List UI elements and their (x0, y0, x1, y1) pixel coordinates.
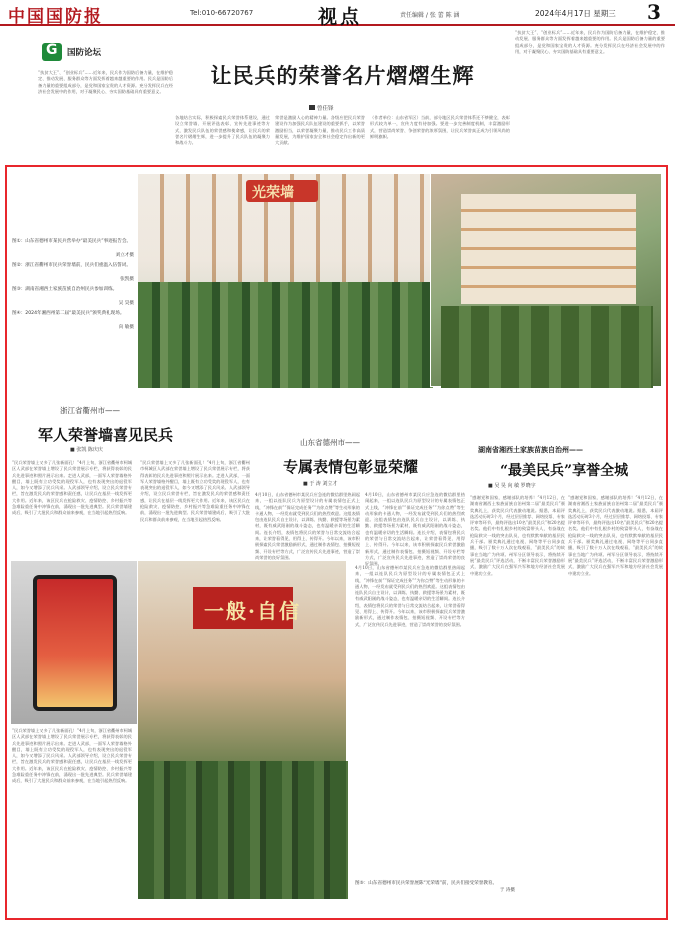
story1-dateline: 浙江省衢州市—— (60, 406, 120, 415)
newspaper-logo: 中国国防报 (8, 7, 103, 27)
story2-body-b: 4月10日，山东省德州市某民兵应急连的微信群里热闹起来，一组以连队民兵为原型设计的专属表情包正式上线，“冲锋在前”“保证完成任务”“为你点赞”等生动形象的卡通人物，一经发布就受到民兵们的热烈欢迎。这组表情包由连队民兵自主设计，以训练、执勤、救援等场景为素材，既有威武阳刚的战斗姿态，也有温暖亲切的生活瞬间。连长介绍，表情包将民兵的荣誉与日常交流结合起来，让荣誉看得见、用得上、传得开。今年以来，该市积极探索民兵荣誉激励新形式，通过制作表情包、拍摄短视频、开设专栏等方式，广泛宣传民兵先进事迹，营造了崇尚荣誉的良好氛围。 (365, 492, 465, 567)
story2-byline: ■ 于 涛 刘立才 (303, 481, 338, 487)
masthead (0, 0, 675, 26)
issue-date: 2024年4月17日 星期三 (535, 9, 616, 18)
story3-headline: “最美民兵”享誉全城 (500, 463, 629, 479)
caption-1: 图①：山东省德州市某民兵营举办“最美民兵”事迹报告会。 (12, 239, 132, 244)
caption-3-credit: 吴 昊摄 (118, 301, 134, 306)
story1-body-b: “民兵荣誉墙上又多了几张新面孔！”4月上旬，浙江省衢州市柯城区人武部在荣誉墙上增设了民兵荣誉展示专栏，将获得表彰的民兵先进事迹和照片展示出来。走进人武部，一面军人荣誉墙格外醒目，墙上既有立功受奖的现役军人，也有表现突出的退役军人，如今又增添了民兵风采。人武部领导介绍，设立民兵荣誉专栏，旨在激发民兵的荣誉感和责任感，让民兵在基层一线发挥更大作用。近年来，该区民兵在抢险救灾、疫情防控、乡村振兴等急难险重任务中冲锋在前，涌现出一批先进典型。民兵荣誉墙建成后，吸引了大批民兵和群众前来参观，在当地引起热烈反响。 (140, 460, 250, 522)
photo-phone-emoji (10, 560, 138, 725)
photo-honor-wall (137, 173, 432, 387)
photo-training (430, 173, 662, 387)
story3-body-b: “感谢党和国家，感谢部队的培养！”4月12日，在湖南省湘西土家族苗族自治州第二届“最美民兵”颁奖典礼上，获奖民兵代表激动地说。据悉，本届评选活动历时3个月，经过层层推荐、网络投票、专家评审等环节，最终评选出10名“最美民兵”和20名提名奖。他们中有扎根乡村的致富带头人，有奋战在抢险救灾一线的突击队员，也有默默奉献的基层民兵干部。颁奖典礼通过电视、网络等平台同步直播，吸引了数十万人次在线观看，“最美民兵”的故事在当地广为传颂。州军分区领导表示，将持续开展“最美民兵”评选活动，不断丰富民兵荣誉激励形式，激励广大民兵在强军兴军和地方经济社会发展中建功立业。 (568, 495, 663, 576)
story1-byline: ■ 张凯 陈庆庆 (70, 447, 103, 453)
top-story-byline: 曾佳锋 (317, 106, 334, 112)
top-story-col2: 各地结合实际，积极探索民兵荣誉体系建设，通过设立荣誉墙、开展评选表彰、宣传先进事迹等方式，激发民兵队伍的荣誉感和使命感，让民兵的荣誉名片熠熠生辉，进一步提升了民兵队伍的凝聚力和战斗力。 (175, 115, 270, 146)
caption-4: 图④：2024年湘西州第二届“最美民兵”颁奖典礼现场。 (12, 311, 125, 316)
caption-4-credit: 向 敏摄 (118, 325, 134, 330)
story2-headline: 专属表情包彰显荣耀 (283, 458, 419, 476)
top-story-col5: “扶贫大王”、“创业标兵”……近年来，民兵作为国防后备力量，在维护稳定、推动发展、服务群众等方面发挥着越来越重要的作用。民兵是国防后备力量的重要组成部分，是党和国家宝贵的人才资源。充分发挥民兵在经济社会发展中的作用，对于凝聚民心、夯实国防基础具有重要意义。 (515, 30, 665, 54)
top-story-headline: 让民兵的荣誉名片熠熠生辉 (210, 63, 475, 88)
ceremony-banner-text: 一般·自信 (204, 599, 301, 623)
phone-number: Tel:010-66720767 (190, 9, 254, 17)
caption-5: 图⑤：山东省德州市民兵荣誉展陈“光荣墙”前，民兵们接受荣誉教育。 (355, 881, 498, 886)
story1-body-c: “民兵荣誉墙上又多了几张新面孔！”4月上旬，浙江省衢州市柯城区人武部在荣誉墙上增设了民兵荣誉展示专栏，将获得表彰的民兵先进事迹和照片展示出来。走进人武部，一面军人荣誉墙格外醒目，墙上既有立功受奖的现役军人，也有表现突出的退役军人，如今又增添了民兵风采。人武部领导介绍，设立民兵荣誉专栏，旨在激发民兵的荣誉感和责任感，让民兵在基层一线发挥更大作用。近年来，该区民兵在抢险救灾、疫情防控、乡村振兴等急难险重任务中冲锋在前，涌现出一批先进典型。民兵荣誉墙建成后，吸引了大批民兵和群众前来参观，在当地引起热烈反响。 (12, 728, 133, 784)
story3-body-a: “感谢党和国家，感谢部队的培养！”4月12日，在湖南省湘西土家族苗族自治州第二届“最美民兵”颁奖典礼上，获奖民兵代表激动地说。据悉，本届评选活动历时3个月，经过层层推荐、网络投票、专家评审等环节，最终评选出10名“最美民兵”和20名提名奖。他们中有扎根乡村的致富带头人，有奋战在抢险救灾一线的突击队员，也有默默奉献的基层民兵干部。颁奖典礼通过电视、网络等平台同步直播，吸引了数十万人次在线观看，“最美民兵”的故事在当地广为传颂。州军分区领导表示，将持续开展“最美民兵”评选活动，不断丰富民兵荣誉激励形式，激励广大民兵在强军兴军和地方经济社会发展中建功立业。 (470, 495, 565, 576)
byline-marker-icon (309, 105, 315, 110)
story1-headline: 军人荣誉墙喜见民兵 (38, 426, 174, 444)
column-label: 国防论坛 (67, 48, 102, 58)
top-story-col3: 荣誉是激励人心的精神力量。各级应把民兵荣誉建设作为加强民兵队伍建设的重要抓手，以荣誉激励担当，以荣誉凝聚力量，推动民兵工作高质量发展，为维护国家安全和社会稳定作出新的更大贡献。 (275, 115, 365, 146)
page-number: 3 (647, 0, 661, 24)
photo-militia-members (441, 306, 653, 388)
caption-3: 图③：湖南省湘西土家族苗族自治州民兵参加训练。 (12, 287, 118, 292)
top-story-col1: “扶贫大王”、“创业标兵”……近年来，民兵作为国防后备力量，在维护稳定、推动发展、服务群众等方面发挥着越来越重要的作用。民兵是国防后备力量的重要组成部分，是党和国家宝贵的人才资源。充分发挥民兵在经济社会发展中的作用，对于凝聚民心、夯实国防基础具有重要意义。 (38, 70, 173, 94)
photo-display-board (461, 194, 636, 304)
photo-award-ceremony (137, 560, 347, 898)
story2-dateline: 山东省德州市—— (300, 438, 360, 447)
top-story-col4: （作者单位：山东省军区）当前，部分地区民兵荣誉体系还不够健全，表彰形式较为单一，宣传力度有待加强。要进一步完善制度机制，丰富激励形式，营造崇尚荣誉、争创荣誉的浓厚氛围，让民兵荣誉真正成为引领风尚的鲜明旗帜。 (370, 115, 510, 139)
story3-dateline: 湖南省湘西土家族苗族自治州—— (478, 446, 583, 454)
phone-screen (33, 575, 117, 711)
ceremony-militia-rows (138, 761, 348, 899)
story2-body-c: 4月10日，山东省德州市某民兵应急连的微信群里热闹起来，一组以连队民兵为原型设计的专属表情包正式上线，“冲锋在前”“保证完成任务”“为你点赞”等生动形象的卡通人物，一经发布就受到民兵们的热烈欢迎。这组表情包由连队民兵自主设计，以训练、执勤、救援等场景为素材，既有威武阳刚的战斗姿态，也有温暖亲切的生活瞬间。连长介绍，表情包将民兵的荣誉与日常交流结合起来，让荣誉看得见、用得上、传得开。今年以来，该市积极探索民兵荣誉激励新形式，通过制作表情包、拍摄短视频、开设专栏等方式，广泛宣传民兵先进事迹，营造了崇尚荣誉的良好氛围。 (355, 565, 465, 627)
honor-wall-sign-text: 光荣墙 (252, 185, 294, 201)
caption-1-credit: 刘立才摄 (115, 253, 134, 258)
caption-2-credit: 张凯摄 (120, 277, 134, 282)
caption-5-credit: 于 涛摄 (499, 888, 515, 893)
militia-group (138, 282, 433, 388)
leaf-icon: G (46, 42, 58, 58)
story3-byline: ■ 吴 昊 向 敏 罗晓宇 (488, 483, 536, 489)
caption-bottom (355, 880, 515, 894)
editors-line: 责任编辑 / 张 蕾 陈 涵 (400, 12, 460, 19)
section-title: 视点 (318, 6, 363, 28)
photo-captions (12, 238, 134, 376)
story1-body-a: “民兵荣誉墙上又多了几张新面孔！”4月上旬，浙江省衢州市柯城区人武部在荣誉墙上增设了民兵荣誉展示专栏，将获得表彰的民兵先进事迹和照片展示出来。走进人武部，一面军人荣誉墙格外醒目，墙上既有立功受奖的现役军人，也有表现突出的退役军人，如今又增添了民兵风采。人武部领导介绍，设立民兵荣誉专栏，旨在激发民兵的荣誉感和责任感，让民兵在基层一线发挥更大作用。近年来，该区民兵在抢险救灾、疫情防控、乡村振兴等急难险重任务中冲锋在前，涌现出一批先进典型。民兵荣誉墙建成后，吸引了大批民兵和群众前来参观，在当地引起热烈反响。 (12, 460, 133, 516)
caption-2: 图②：浙江省衢州市民兵荣誉墙前，民兵们重温入伍誓词。 (12, 263, 131, 268)
story2-body-a: 4月10日，山东省德州市某民兵应急连的微信群里热闹起来，一组以连队民兵为原型设计的专属表情包正式上线，“冲锋在前”“保证完成任务”“为你点赞”等生动形象的卡通人物，一经发布就受到民兵们的热烈欢迎。这组表情包由连队民兵自主设计，以训练、执勤、救援等场景为素材，既有威武阳刚的战斗姿态，也有温暖亲切的生活瞬间。连长介绍，表情包将民兵的荣誉与日常交流结合起来，让荣誉看得见、用得上、传得开。今年以来，该市积极探索民兵荣誉激励新形式，通过制作表情包、拍摄短视频、开设专栏等方式，广泛宣传民兵先进事迹，营造了崇尚荣誉的良好氛围。 (255, 492, 360, 560)
